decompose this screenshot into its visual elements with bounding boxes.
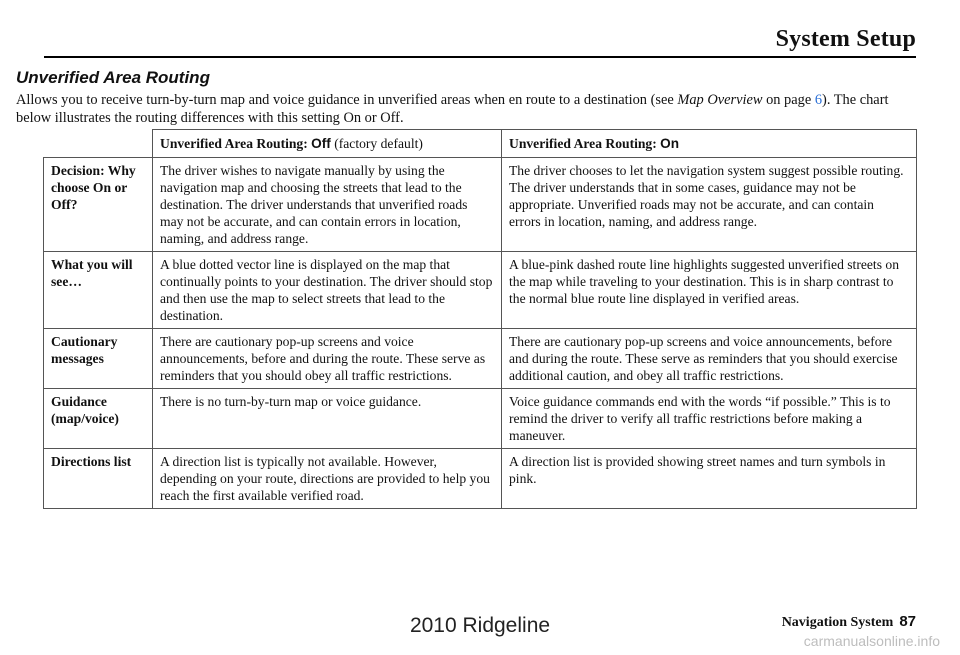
header-on-prefix: Unverified Area Routing:: [509, 136, 661, 151]
header-on: [502, 130, 917, 158]
table-row: [44, 252, 917, 329]
cell-off: A blue dotted vector line is displayed on the map that continually points to your destination. The driver should stop and then use the map to select streets that lead to the destination.: [153, 252, 502, 329]
page-link[interactable]: 6: [814, 92, 823, 108]
table-row: [44, 329, 917, 389]
table-row: [44, 158, 917, 252]
cell-on: The driver chooses to let the navigation system suggest possible routing. The driver understands that in some cases, guidance may not be appropriate. Unverified roads may not be accurate, and can contain errors in location, naming, and address range.: [502, 158, 917, 252]
footer-nav-label: Navigation System: [781, 615, 894, 630]
intro-reference: Map Overview: [677, 92, 763, 108]
corner-watermark: carmanualsonline.info: [803, 633, 940, 649]
row-label: Decision: Why choose On or Off?: [44, 158, 153, 252]
watermark-text: 2010 Ridgeline: [409, 614, 551, 637]
table-body: [44, 158, 917, 509]
cell-on: A blue-pink dashed route line highlights suggested unverified streets on the map while traveling to your destination. This is in sharp contrast to the normal blue route line displayed in verified areas.: [502, 252, 917, 329]
section-title: Unverified Area Routing: [16, 68, 210, 87]
header-on-value: On: [660, 136, 680, 151]
table-row: [44, 449, 917, 509]
cell-on: A direction list is provided showing street names and turn symbols in pink.: [502, 449, 917, 509]
header-off: [153, 130, 502, 158]
table-row: [44, 389, 917, 449]
table-header-row: [44, 130, 917, 158]
row-label: Directions list: [44, 449, 153, 509]
page-header-title: System Setup: [775, 26, 916, 52]
header-off-suffix: (factory default): [330, 136, 423, 151]
cell-off: There is no turn-by-turn map or voice guidance.: [153, 389, 502, 449]
routing-comparison-table: [43, 129, 917, 509]
cell-off: There are cautionary pop-up screens and voice announcements, before and during the route. These serve as reminders that you should obey all traffic restrictions.: [153, 329, 502, 389]
header-off-value: Off: [311, 136, 331, 151]
row-label: What you will see…: [44, 252, 153, 329]
header-divider: [44, 56, 916, 58]
page-number: 87: [899, 613, 916, 630]
cell-on: Voice guidance commands end with the words “if possible.” This is to remind the driver to verify all traffic restrictions before making a maneuver.: [502, 389, 917, 449]
cell-on: There are cautionary pop-up screens and voice announcements, before and during the route. These serve as reminders that you should exercise additional caution, and obey all traffic restrictions.: [502, 329, 917, 389]
cell-off: The driver wishes to navigate manually by using the navigation map and choosing the streets that lead to the destination. The driver understands that unverified roads may not be accurate, and can contain errors in location, naming, and address range.: [153, 158, 502, 252]
intro-text-after: ). The chart below illustrates the routing differences with this setting On or Off.: [16, 92, 889, 126]
row-label: Cautionary messages: [44, 329, 153, 389]
intro-text-mid: on page: [762, 92, 815, 108]
header-off-prefix: Unverified Area Routing:: [160, 136, 312, 151]
intro-paragraph: [16, 91, 926, 127]
cell-off: A direction list is typically not available. However, depending on your route, directions are provided to help you reach the first available verified road.: [153, 449, 502, 509]
row-label: Guidance (map/voice): [44, 389, 153, 449]
header-empty-cell: [44, 130, 153, 158]
intro-text-before: Allows you to receive turn-by-turn map and voice guidance in unverified areas when en route to a destination (see: [16, 92, 678, 108]
